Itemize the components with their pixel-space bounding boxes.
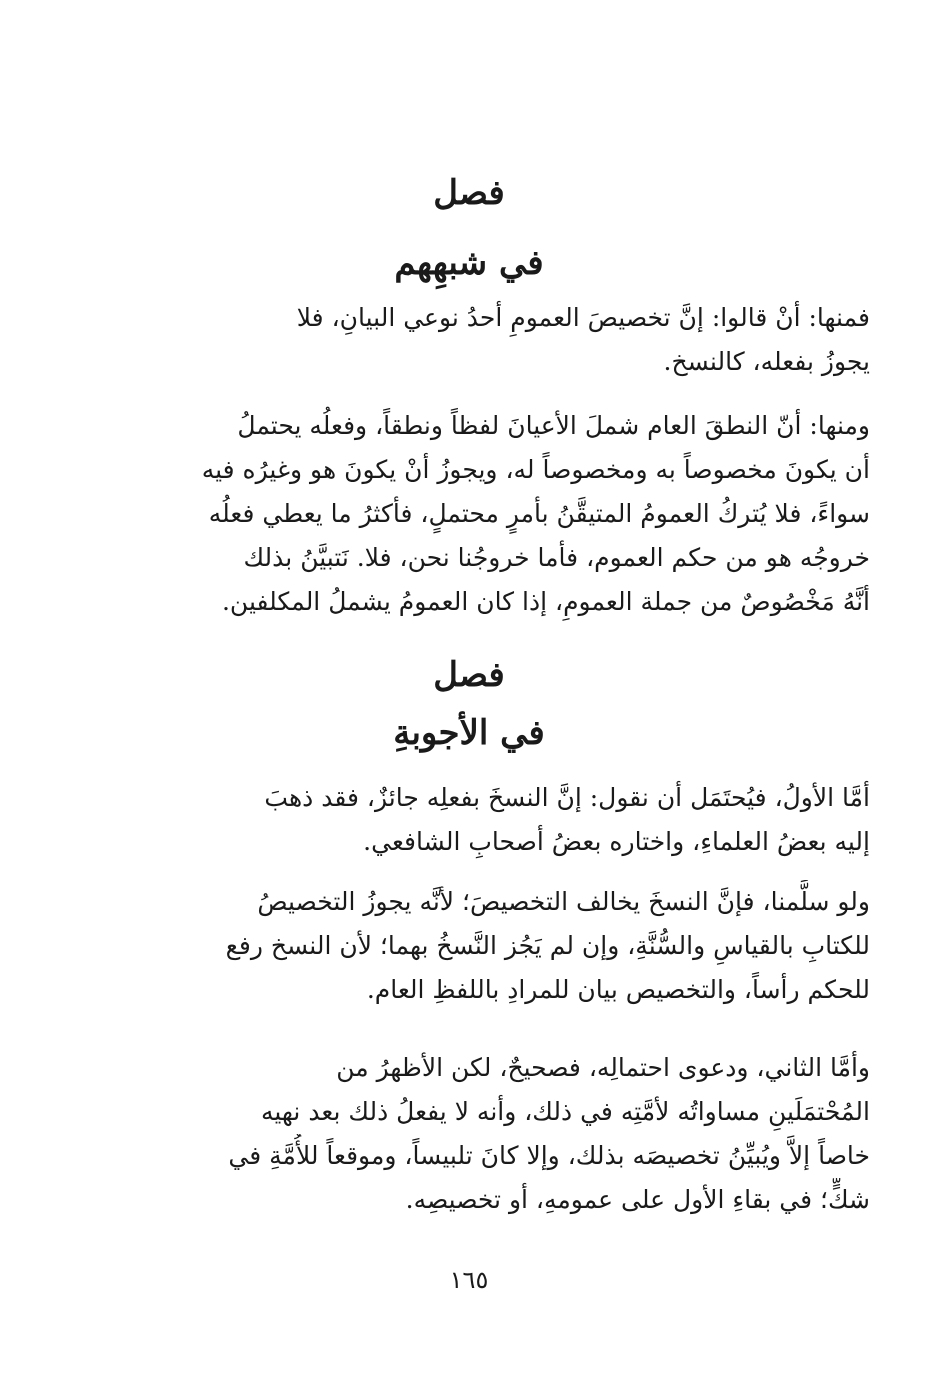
text-line: وأمَّا الثاني، ودعوى احتمالِه، فصحيحٌ، لكن الأظهرُ من [336, 1053, 870, 1082]
paragraph [172, 404, 870, 624]
text-line: المُحْتمَلَينِ مساواتُه لأمَّتِه في ذلك، وأنه لا يفعلُ ذلك بعد نهيه [260, 1097, 870, 1126]
text-line: شكٍّ؛ في بقاءِ الأول على عمومهِ، أو تخصيصِه. [405, 1185, 870, 1214]
page-number: ١٦٥ [449, 1266, 489, 1294]
text-line: ولو سلَّمنا، فإنَّ النسخَ يخالف التخصيصَ؛ لأنَّه يجوزُ التخصيصُ [257, 887, 870, 916]
text-line: فمنها: أنْ قالوا: إنَّ تخصيصَ العمومِ أحدُ نوعي البيانِ، فلا [296, 303, 870, 332]
text-line: أنَّهُ مَخْصُوصٌ من جملة العمومِ، إذا كان العمومُ يشملُ المكلفين. [221, 587, 870, 616]
text-line: يجوزُ بفعله، كالنسخ. [663, 347, 870, 376]
text-line: خاصاً إلاَّ ويُبيِّنُ تخصيصَه بذلك، وإلا كانَ تلبيساً، وموقعاً للأُمَّةِ في [228, 1141, 870, 1170]
paragraph [172, 776, 870, 864]
paragraph [172, 1046, 870, 1222]
paragraph [172, 296, 870, 384]
paragraph [172, 880, 870, 1012]
text-line: للكتابِ بالقياسِ والسُّنَّةِ، وإن لم يَجُز النَّسخُ بهما؛ لأن النسخ رفع [225, 931, 870, 960]
text-line: خروجُه هو من حكم العموم، فأما خروجُنا نحن، فلا. نَتبيَّنُ بذلك [243, 543, 870, 572]
text-line: إليه بعضُ العلماءِ، واختاره بعضُ أصحابِ الشافعي. [363, 827, 870, 856]
text-line: أمَّا الأولُ، فيُحتَمَل أن نقول: إنَّ النسخَ بفعلِه جائزٌ، فقد ذهبَ [264, 783, 870, 812]
section-subheading: في الأجوبةِ [393, 713, 545, 753]
section-subheading: في شبهِهم [394, 243, 544, 283]
text-line: سواءً، فلا يُتركُ العمومُ المتيقَّنُ بأمرٍ محتملٍ، فأكثرُ ما يعطي فعلُه [208, 499, 870, 528]
text-line: أن يكونَ مخصوصاً به ومخصوصاً له، ويجوزُ أنْ يكونَ هو وغيرُه فيه [201, 455, 870, 484]
section-heading: فصل [433, 655, 505, 695]
section-heading: فصل [433, 173, 505, 213]
text-line: ومنها: أنّ النطقَ العام شملَ الأعيانَ لفظاً ونطقاً، وفعلُه يحتملُ [237, 411, 870, 440]
text-line: للحكم رأساً، والتخصيص بيان للمرادِ باللفظِ العام. [366, 975, 870, 1004]
